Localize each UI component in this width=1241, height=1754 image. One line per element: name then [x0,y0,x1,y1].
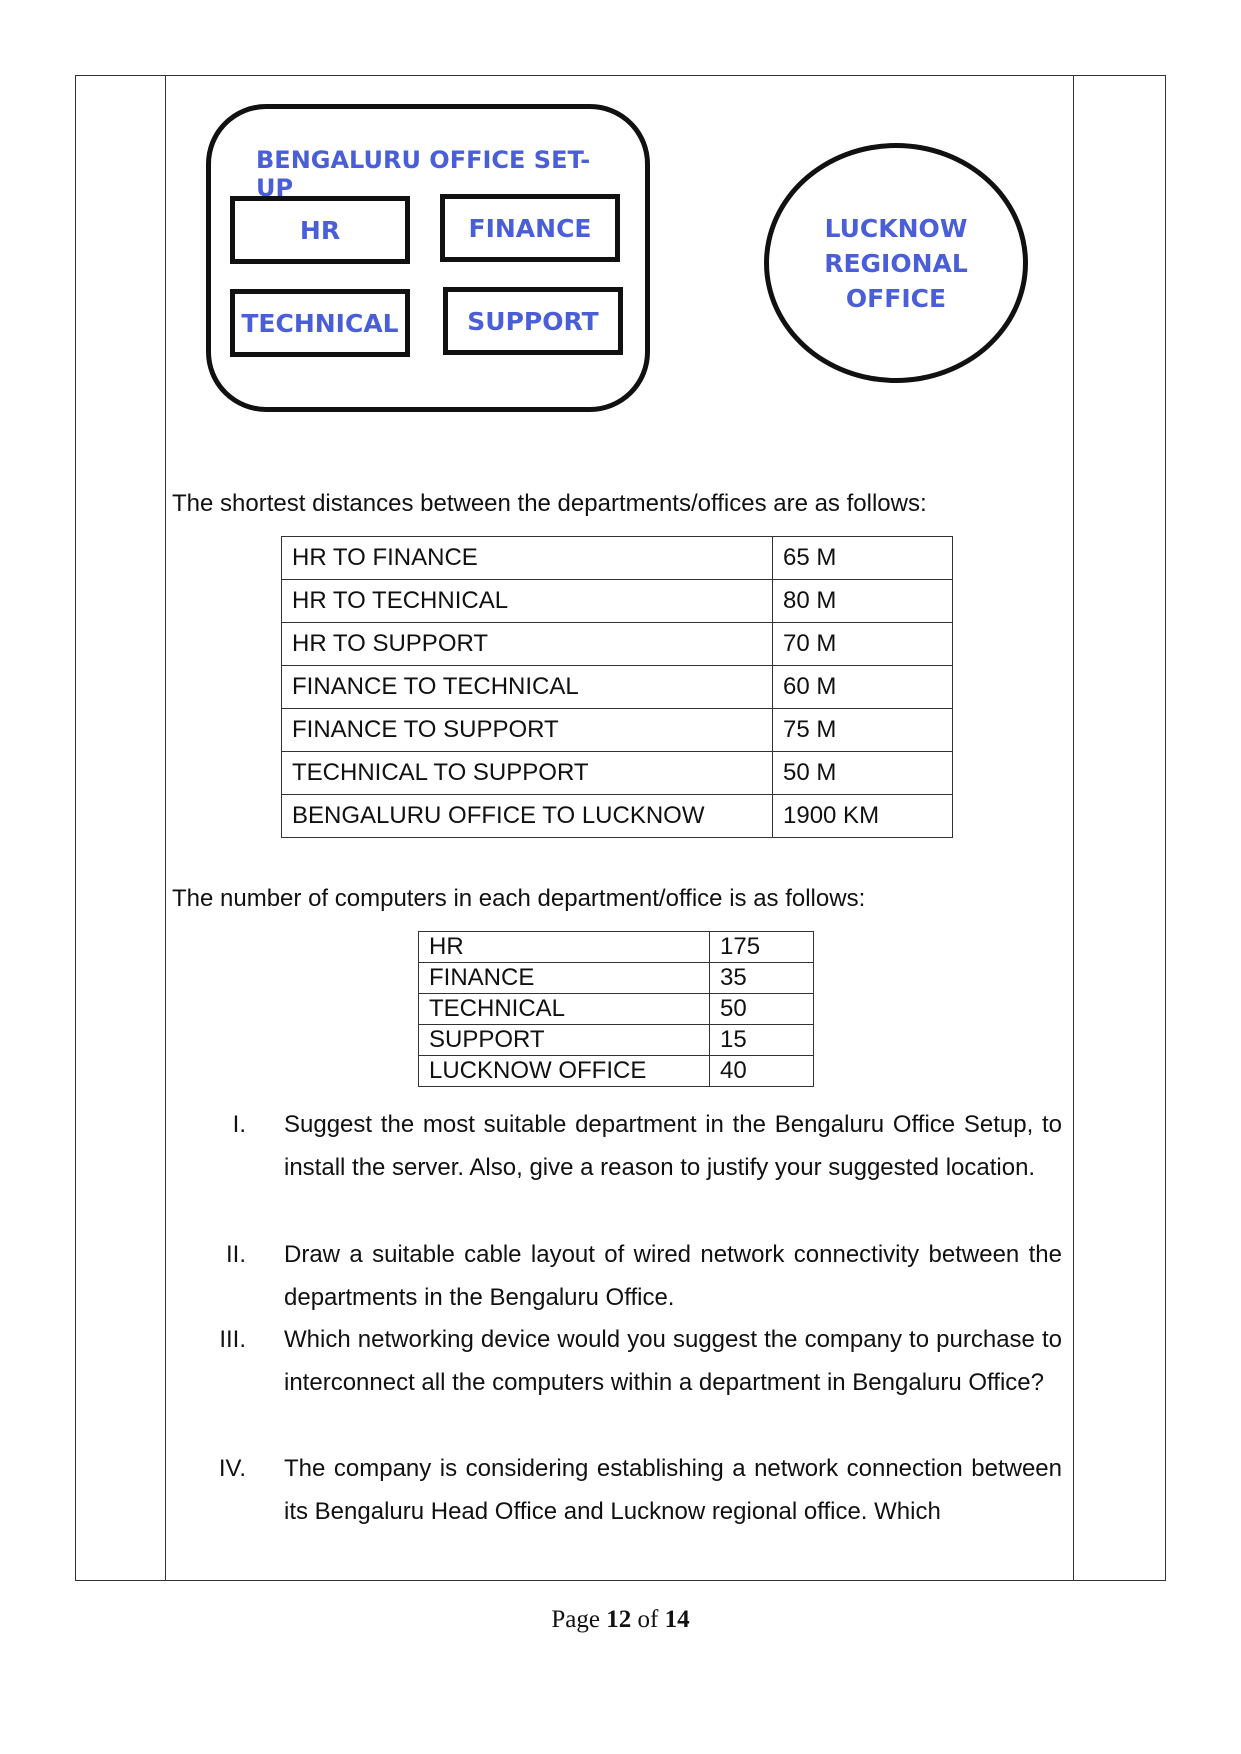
lucknow-label-line-3: OFFICE [845,283,947,313]
distance-value: 80 M [773,580,953,623]
computer-count: 40 [710,1056,814,1087]
right-column-divider [1073,76,1074,1580]
computer-count: 175 [710,932,814,963]
computers-intro: The number of computers in each department/office is as follows: [172,885,866,912]
hr-department-box: HR [230,196,410,264]
computer-count: 15 [710,1025,814,1056]
distance-row [282,666,953,709]
computer-count-row [419,963,814,994]
distance-route: HR TO FINANCE [282,537,773,580]
distance-value: 70 M [773,623,953,666]
footer-of-word: of [637,1606,659,1633]
question-number: III. [219,1326,246,1353]
distance-row [282,709,953,752]
department-name: HR [419,932,710,963]
distance-route: TECHNICAL TO SUPPORT [282,752,773,795]
computer-count: 50 [710,994,814,1025]
distance-row [282,623,953,666]
distance-value: 65 M [773,537,953,580]
distances-intro: The shortest distances between the departments/offices are as follows: [172,490,927,517]
distance-route: FINANCE TO SUPPORT [282,709,773,752]
lucknow-office-label [824,211,968,316]
footer-current-page: 12 [606,1606,632,1633]
distance-route: HR TO TECHNICAL [282,580,773,623]
lucknow-office-circle [764,143,1028,383]
question-text: The company is considering establishing a network connection between its Bengaluru Head Office and Lucknow regional office. Which [284,1455,1062,1525]
question-text: Suggest the most suitable department in the Bengaluru Office Setup, to install the server. Also, give a reason to justify your suggested location. [284,1111,1062,1181]
distance-route: BENGALURU OFFICE TO LUCKNOW [282,795,773,838]
department-name: SUPPORT [419,1025,710,1056]
distances-table [281,536,953,838]
footer-page-word: Page [551,1606,601,1633]
distance-row [282,537,953,580]
distance-value: 75 M [773,709,953,752]
distance-value: 60 M [773,666,953,709]
question-item [172,1447,1062,1533]
distance-route: FINANCE TO TECHNICAL [282,666,773,709]
computer-count-row [419,932,814,963]
distance-value: 1900 KM [773,795,953,838]
computers-table [418,931,814,1087]
question-item [172,1103,1062,1189]
computer-count-row [419,994,814,1025]
question-text: Draw a suitable cable layout of wired network connectivity between the departments in the Bengaluru Office. [284,1241,1062,1311]
distance-row [282,752,953,795]
department-name: FINANCE [419,963,710,994]
question-number: II. [225,1241,246,1268]
distance-row [282,580,953,623]
department-name: LUCKNOW OFFICE [419,1056,710,1087]
computer-count-row [419,1025,814,1056]
computer-count-row [419,1056,814,1087]
question-number: I. [232,1111,246,1138]
question-text: Which networking device would you suggest the company to purchase to interconnect all the computers within a department in Bengaluru Office? [284,1326,1062,1396]
left-column-divider [165,76,166,1580]
finance-department-box: FINANCE [440,194,620,262]
technical-department-box: TECHNICAL [230,289,410,357]
lucknow-label-line-2: REGIONAL [824,248,968,278]
footer-total-pages: 14 [664,1606,690,1633]
question-number: IV. [218,1455,246,1482]
computer-count: 35 [710,963,814,994]
support-department-box: SUPPORT [443,287,623,355]
bengaluru-office-title: BENGALURU OFFICE SET-UP [256,146,591,202]
distance-row [282,795,953,838]
department-name: TECHNICAL [419,994,710,1025]
distance-route: HR TO SUPPORT [282,623,773,666]
page-footer [0,1606,1241,1634]
question-item [172,1233,1062,1319]
distance-value: 50 M [773,752,953,795]
lucknow-label-line-1: LUCKNOW [824,213,968,243]
question-item [172,1318,1062,1404]
